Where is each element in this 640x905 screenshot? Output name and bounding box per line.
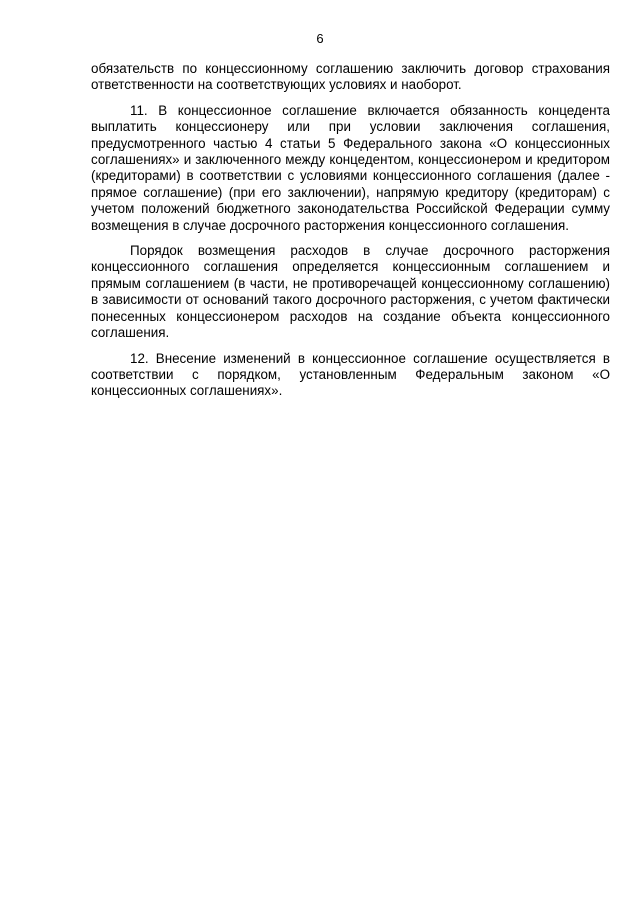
paragraph-compensation-procedure: Порядок возмещения расходов в случае досрочного расторжения концессионного соглашения определяется концессионным соглашением и прямым соглашением (в части, не противоречащей концессионному соглашению) в зависимости от оснований такого досрочного расторжения, с учетом фактически понесенных концессионером расходов на создание объекта концессионного соглашения. (91, 243, 610, 341)
document-body (91, 61, 610, 400)
paragraph-clause-11: 11. В концессионное соглашение включается обязанность концедента выплатить концессионеру или при условии заключения соглашения, предусмотренного частью 4 статьи 5 Федерального закона «О концессионных соглашениях» и заключенного между концедентом, концессионером и кредитором (кредиторами) в соответствии с условиями концессионного соглашения (далее - прямое соглашение) (при его заключении), напрямую кредитору (кредиторам) с учетом положений бюджетного законодательства Российской Федерации сумму возмещения в случае досрочного расторжения концессионного соглашения. (91, 102, 610, 233)
paragraph-clause-12: 12. Внесение изменений в концессионное соглашение осуществляется в соответствии с порядком, установленным Федеральным законом «О концессионных соглашениях». (91, 350, 610, 399)
paragraph-continuation: обязательств по концессионному соглашению заключить договор страхования ответственности на соответствующих условиях и наоборот. (91, 61, 610, 93)
page-number: 6 (316, 31, 324, 46)
